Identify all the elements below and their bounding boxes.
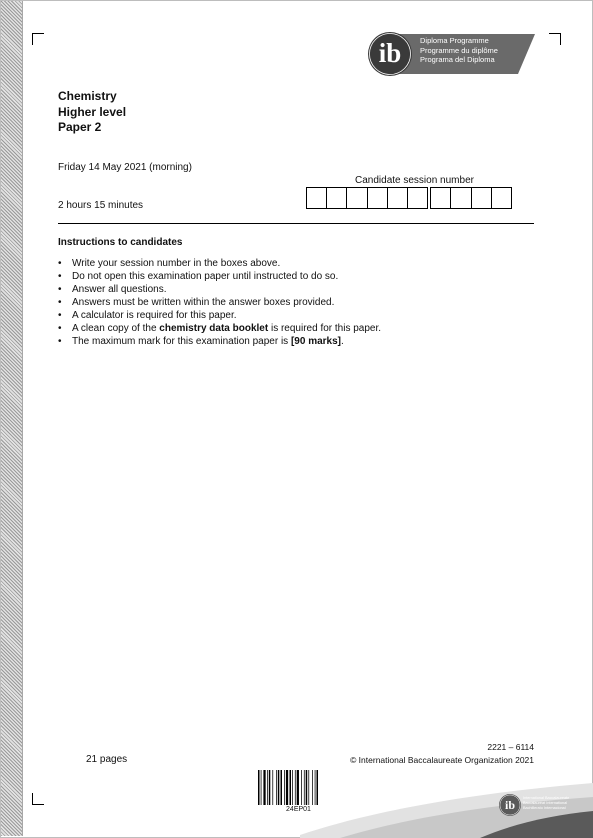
binding-strip (1, 1, 23, 836)
barcode-bar (269, 770, 271, 805)
session-number-box[interactable] (450, 187, 471, 209)
barcode-bar (261, 770, 262, 805)
crop-mark-bottom-left (32, 793, 44, 805)
session-number-box[interactable] (407, 187, 428, 209)
instruction-item (58, 335, 381, 348)
instruction-text: Do not open this examination paper until instructed to do so. (72, 271, 339, 282)
instruction-emphasis: chemistry data booklet (159, 323, 269, 334)
ib-org-names (523, 796, 569, 811)
instruction-text: . (341, 336, 344, 347)
barcode-bar (297, 770, 299, 805)
session-number-box[interactable] (471, 187, 492, 209)
instruction-text: A clean copy of the (72, 323, 160, 334)
barcode-bar (267, 770, 268, 805)
programme-name-en: Diploma Programme (420, 36, 489, 45)
ib-org-name-es: Bachillerato Internacional (523, 806, 566, 810)
barcode-bar (276, 770, 277, 805)
barcode-text: 24EP01 (286, 806, 311, 813)
bullet-icon: • (58, 336, 62, 347)
session-number-box[interactable] (367, 187, 388, 209)
ib-org-name-fr: Baccalauréat International (523, 801, 568, 805)
instruction-emphasis: [90 marks] (290, 336, 341, 347)
candidate-session-label: Candidate session number (355, 175, 474, 186)
programme-names (420, 36, 498, 65)
svg-text:ib: ib (504, 798, 516, 812)
session-number-box[interactable] (346, 187, 367, 209)
divider (58, 223, 534, 224)
paper-code: 2221 – 6114 (487, 742, 534, 752)
programme-name-fr: Programme du diplôme (420, 45, 498, 55)
page-count: 21 pages (86, 754, 128, 765)
barcode-bar (272, 770, 273, 805)
bullet-icon: • (58, 310, 62, 321)
instruction-text: Write your session number in the boxes above. (72, 258, 281, 269)
crop-mark-top-left (32, 33, 44, 45)
barcode-bar (295, 770, 296, 805)
instruction-text: A calculator is required for this paper. (72, 310, 237, 321)
barcode-bar (284, 770, 285, 805)
barcode-bar (263, 770, 265, 805)
session-number-box[interactable] (430, 187, 451, 209)
bullet-icon: • (58, 323, 62, 334)
exam-date: Friday 14 May 2021 (morning) (58, 162, 192, 173)
bullet-icon: • (58, 271, 62, 282)
session-number-box[interactable] (326, 187, 347, 209)
bullet-icon: • (58, 297, 62, 308)
ib-logo-letters: ib (378, 38, 402, 68)
barcode-bar (281, 770, 283, 805)
instruction-item (58, 270, 381, 283)
instruction-item (58, 257, 381, 270)
instruction-text: Answers must be written within the answer boxes provided. (72, 297, 335, 308)
barcode-bar (258, 770, 260, 805)
barcode-bar (290, 770, 292, 805)
candidate-session-boxes (306, 187, 512, 209)
subject: Chemistry (58, 89, 117, 103)
instruction-item (58, 283, 381, 296)
session-number-box[interactable] (387, 187, 408, 209)
instruction-item (58, 309, 381, 322)
ib-org-name-en: International Baccalaureate (523, 796, 570, 800)
exam-duration: 2 hours 15 minutes (58, 200, 144, 211)
barcode-bar (292, 770, 293, 805)
crop-mark-top-right (549, 33, 561, 45)
instructions-heading: Instructions to candidates (58, 237, 183, 248)
instruction-item (58, 296, 381, 309)
copyright: © International Baccalaureate Organization 2021 (350, 755, 534, 765)
barcode-bar (286, 770, 288, 805)
bullet-icon: • (58, 258, 62, 269)
bullet-icon: • (58, 284, 62, 295)
programme-name-es: Programa del Diploma (420, 55, 495, 64)
session-number-box[interactable] (491, 187, 512, 209)
paper: Paper 2 (58, 120, 102, 134)
session-number-box[interactable] (306, 187, 327, 209)
instruction-item (58, 322, 381, 335)
instruction-text: The maximum mark for this examination paper is (72, 336, 291, 347)
instruction-text: is required for this paper. (268, 323, 382, 334)
instructions-list (58, 257, 381, 348)
level: Higher level (58, 104, 127, 119)
instruction-text: Answer all questions. (72, 284, 167, 295)
barcode-bar (278, 770, 280, 805)
exam-title-block (58, 89, 126, 136)
